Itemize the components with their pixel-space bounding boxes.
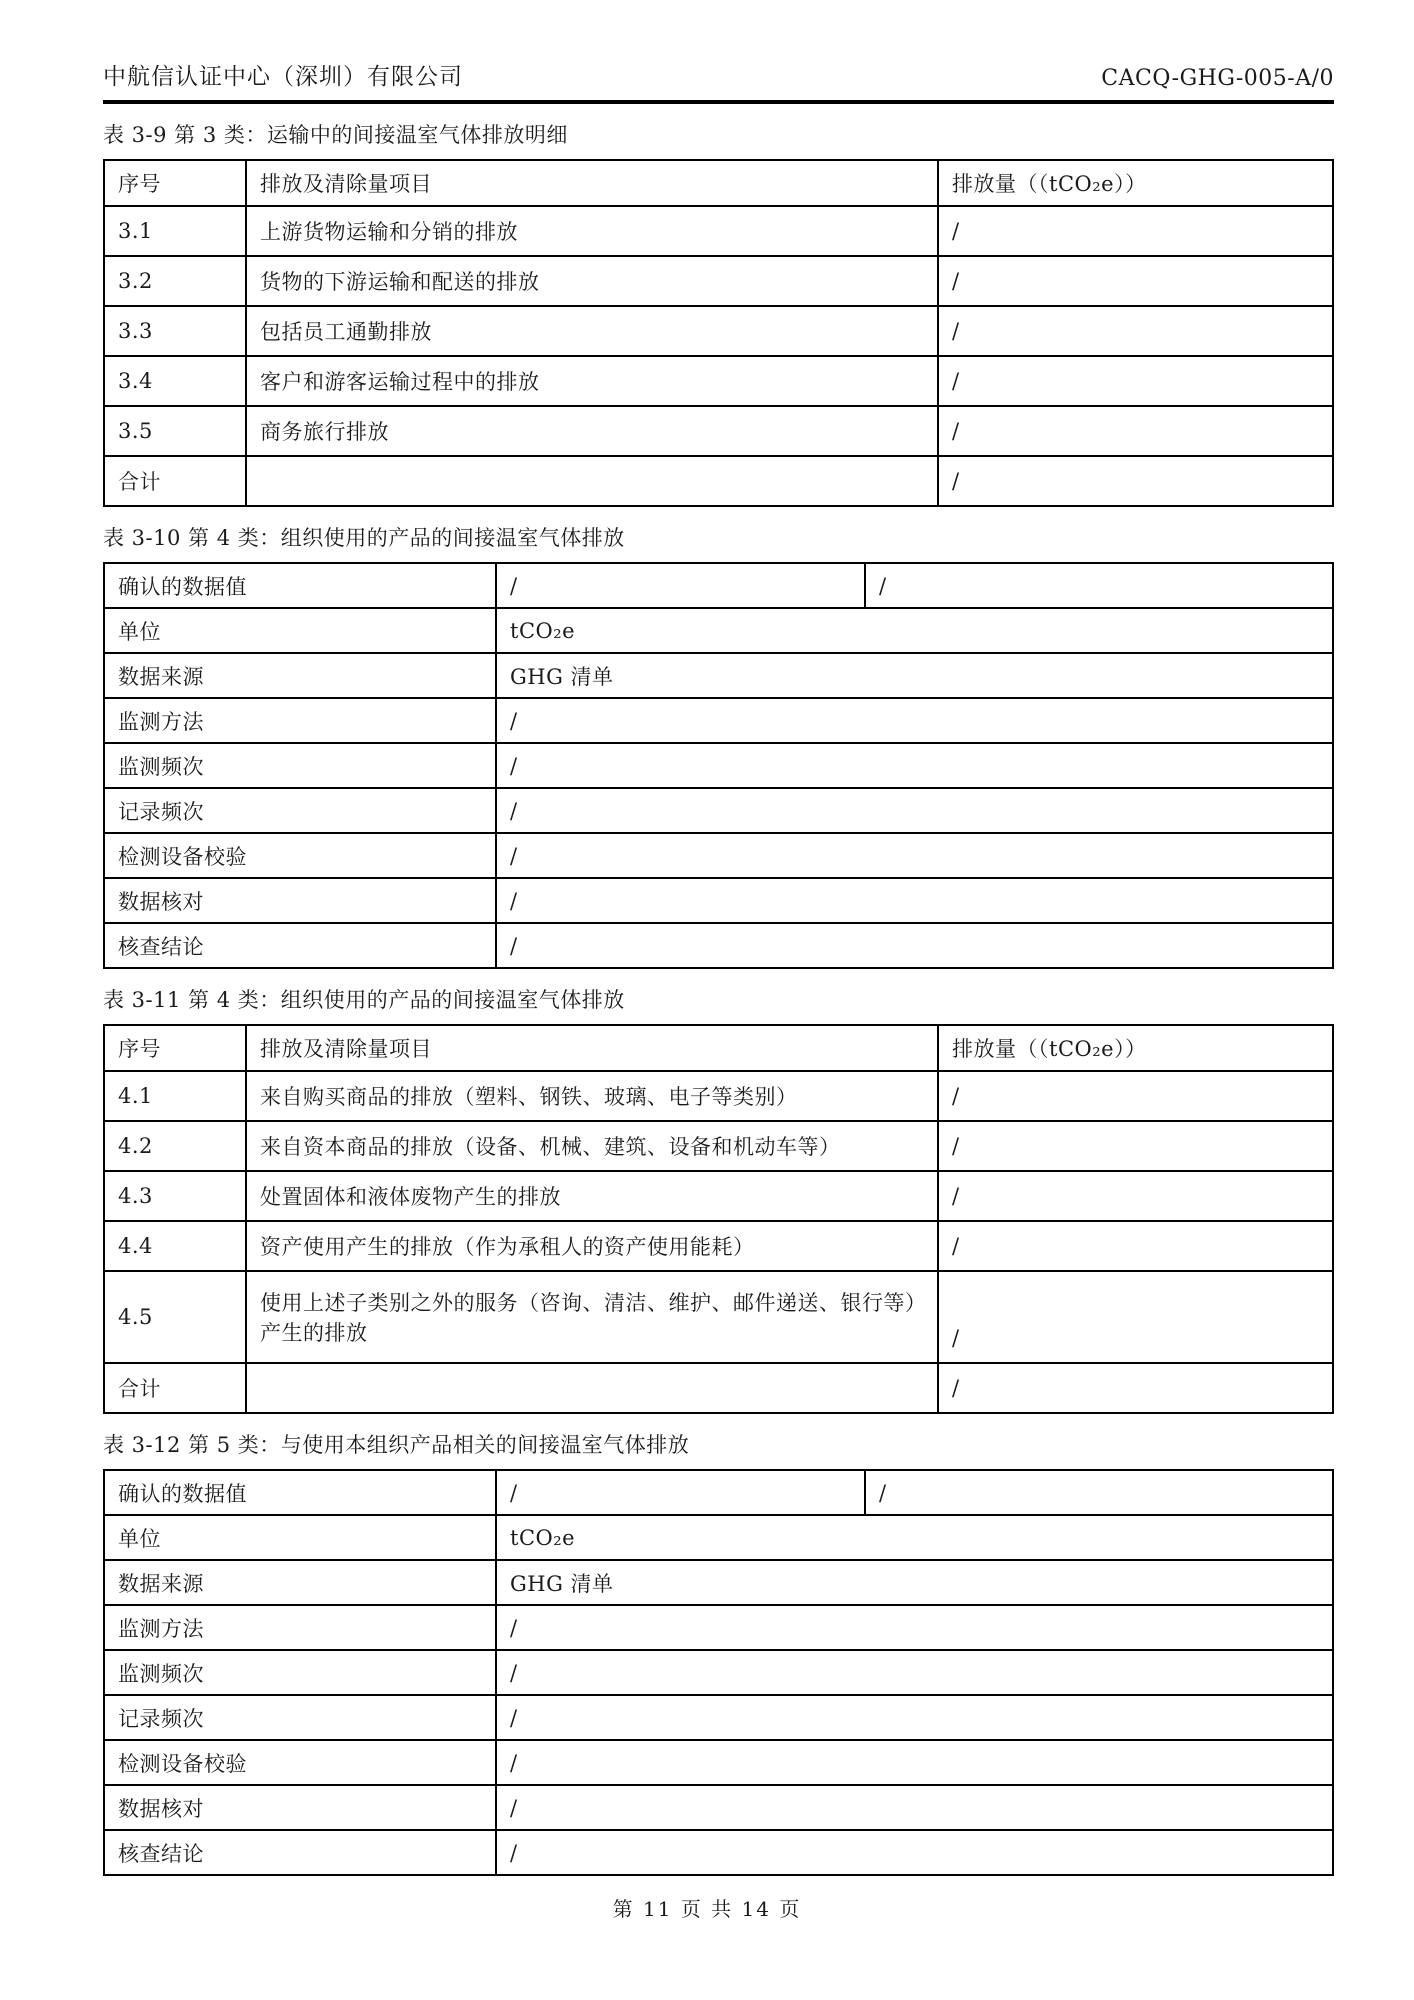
table-row <box>104 356 1333 406</box>
table-row <box>104 653 1333 698</box>
cell-label: 数据来源 <box>104 653 496 698</box>
document-code: CACQ-GHG-005-A/0 <box>1101 66 1334 91</box>
table-total-row <box>104 456 1333 506</box>
cell-amount: / <box>938 1221 1333 1271</box>
cell-value: / <box>496 1830 1333 1875</box>
table-row <box>104 1221 1333 1271</box>
cell-item: 上游货物运输和分销的排放 <box>246 206 938 256</box>
cell-seq: 4.3 <box>104 1171 246 1221</box>
cell-label: 监测方法 <box>104 698 496 743</box>
cell-value: / <box>496 1740 1333 1785</box>
cell-amount: / <box>938 206 1333 256</box>
table-row <box>104 206 1333 256</box>
table-row <box>104 1121 1333 1171</box>
cell-label: 数据来源 <box>104 1560 496 1605</box>
cell-amount: / <box>938 306 1333 356</box>
cell-value: GHG 清单 <box>496 1560 1333 1605</box>
cell-item: 处置固体和液体废物产生的排放 <box>246 1171 938 1221</box>
cell-item: 资产使用产生的排放（作为承租人的资产使用能耗） <box>246 1221 938 1271</box>
cell-label: 单位 <box>104 1515 496 1560</box>
cell-seq: 3.4 <box>104 356 246 406</box>
table-3-12 <box>103 1469 1334 1876</box>
cell-amount: / <box>938 356 1333 406</box>
cell-value: / <box>496 1605 1333 1650</box>
table-row <box>104 1695 1333 1740</box>
cell-value: / <box>496 1695 1333 1740</box>
column-header-seq: 序号 <box>104 160 246 206</box>
table-row <box>104 1740 1333 1785</box>
table-3-10-title: 表 3-10 第 4 类：组织使用的产品的间接温室气体排放 <box>103 526 625 550</box>
cell-seq: 3.1 <box>104 206 246 256</box>
table-row <box>104 1271 1333 1363</box>
cell-amount: / <box>938 1121 1333 1171</box>
document-header <box>103 58 1334 104</box>
cell-value: / <box>496 1470 865 1515</box>
table-3-11-title: 表 3-11 第 4 类：组织使用的产品的间接温室气体排放 <box>103 988 625 1012</box>
cell-seq: 4.4 <box>104 1221 246 1271</box>
cell-label: 单位 <box>104 608 496 653</box>
cell-item: 包括员工通勤排放 <box>246 306 938 356</box>
table-row <box>104 1470 1333 1515</box>
table-row <box>104 833 1333 878</box>
cell-amount: / <box>938 1271 1333 1363</box>
cell-label: 确认的数据值 <box>104 563 496 608</box>
column-header-seq: 序号 <box>104 1025 246 1071</box>
table-row <box>104 923 1333 968</box>
cell-value: / <box>496 563 865 608</box>
cell-amount: / <box>938 1363 1333 1413</box>
column-header-amount: 排放量（（tCO₂e）） <box>938 1025 1333 1071</box>
table-row <box>104 1171 1333 1221</box>
cell-label: 检测设备校验 <box>104 1740 496 1785</box>
cell-label: 记录频次 <box>104 788 496 833</box>
table-row <box>104 406 1333 456</box>
table-row <box>104 256 1333 306</box>
cell-seq: 4.5 <box>104 1271 246 1363</box>
cell-item <box>246 1363 938 1413</box>
cell-item: 货物的下游运输和配送的排放 <box>246 256 938 306</box>
cell-value: / <box>496 833 1333 878</box>
table-row <box>104 1650 1333 1695</box>
cell-seq: 3.3 <box>104 306 246 356</box>
table-row <box>104 1071 1333 1121</box>
cell-seq: 3.2 <box>104 256 246 306</box>
cell-value: / <box>496 743 1333 788</box>
cell-amount: / <box>938 1171 1333 1221</box>
cell-label: 核查结论 <box>104 1830 496 1875</box>
cell-label: 记录频次 <box>104 1695 496 1740</box>
table-row <box>104 1785 1333 1830</box>
cell-amount: / <box>938 1071 1333 1121</box>
cell-value: / <box>496 1650 1333 1695</box>
table-row <box>104 788 1333 833</box>
table-row <box>104 698 1333 743</box>
cell-value: / <box>865 1470 1333 1515</box>
cell-value: / <box>865 563 1333 608</box>
column-header-item: 排放及清除量项目 <box>246 160 938 206</box>
table-header-row <box>104 1025 1333 1071</box>
page-indicator: 第 11 页 共 14 页 <box>612 1897 802 1921</box>
table-3-9 <box>103 159 1334 507</box>
cell-value: tCO₂e <box>496 1515 1333 1560</box>
cell-value: tCO₂e <box>496 608 1333 653</box>
table-row <box>104 608 1333 653</box>
cell-value: / <box>496 1785 1333 1830</box>
cell-seq: 3.5 <box>104 406 246 456</box>
cell-amount: / <box>938 456 1333 506</box>
column-header-amount: 排放量（（tCO₂e）） <box>938 160 1333 206</box>
table-3-11 <box>103 1024 1334 1414</box>
table-3-10 <box>103 562 1334 969</box>
cell-seq: 4.2 <box>104 1121 246 1171</box>
cell-value: / <box>496 878 1333 923</box>
cell-total-label: 合计 <box>104 1363 246 1413</box>
cell-item: 来自购买商品的排放（塑料、钢铁、玻璃、电子等类别） <box>246 1071 938 1121</box>
cell-label: 数据核对 <box>104 878 496 923</box>
table-row <box>104 1560 1333 1605</box>
table-3-12-title: 表 3-12 第 5 类：与使用本组织产品相关的间接温室气体排放 <box>103 1433 690 1457</box>
cell-label: 核查结论 <box>104 923 496 968</box>
cell-label: 检测设备校验 <box>104 833 496 878</box>
table-3-9-title: 表 3-9 第 3 类：运输中的间接温室气体排放明细 <box>103 123 568 147</box>
cell-value: / <box>496 698 1333 743</box>
cell-label: 监测频次 <box>104 743 496 788</box>
company-name: 中航信认证中心（深圳）有限公司 <box>103 64 463 90</box>
table-row <box>104 878 1333 923</box>
table-row <box>104 743 1333 788</box>
cell-item: 商务旅行排放 <box>246 406 938 456</box>
column-header-item: 排放及清除量项目 <box>246 1025 938 1071</box>
table-row <box>104 1605 1333 1650</box>
table-row <box>104 1830 1333 1875</box>
table-row <box>104 1515 1333 1560</box>
cell-item: 客户和游客运输过程中的排放 <box>246 356 938 406</box>
cell-item: 来自资本商品的排放（设备、机械、建筑、设备和机动车等） <box>246 1121 938 1171</box>
table-row <box>104 306 1333 356</box>
cell-value: / <box>496 923 1333 968</box>
cell-seq: 4.1 <box>104 1071 246 1121</box>
cell-label: 确认的数据值 <box>104 1470 496 1515</box>
table-row <box>104 563 1333 608</box>
cell-amount: / <box>938 406 1333 456</box>
table-total-row <box>104 1363 1333 1413</box>
cell-value: GHG 清单 <box>496 653 1333 698</box>
cell-label: 监测方法 <box>104 1605 496 1650</box>
table-header-row <box>104 160 1333 206</box>
cell-value: / <box>496 788 1333 833</box>
cell-amount: / <box>938 256 1333 306</box>
cell-item <box>246 456 938 506</box>
cell-label: 数据核对 <box>104 1785 496 1830</box>
cell-total-label: 合计 <box>104 456 246 506</box>
cell-item: 使用上述子类别之外的服务（咨询、清洁、维护、邮件递送、银行等）产生的排放 <box>246 1271 938 1363</box>
cell-label: 监测频次 <box>104 1650 496 1695</box>
